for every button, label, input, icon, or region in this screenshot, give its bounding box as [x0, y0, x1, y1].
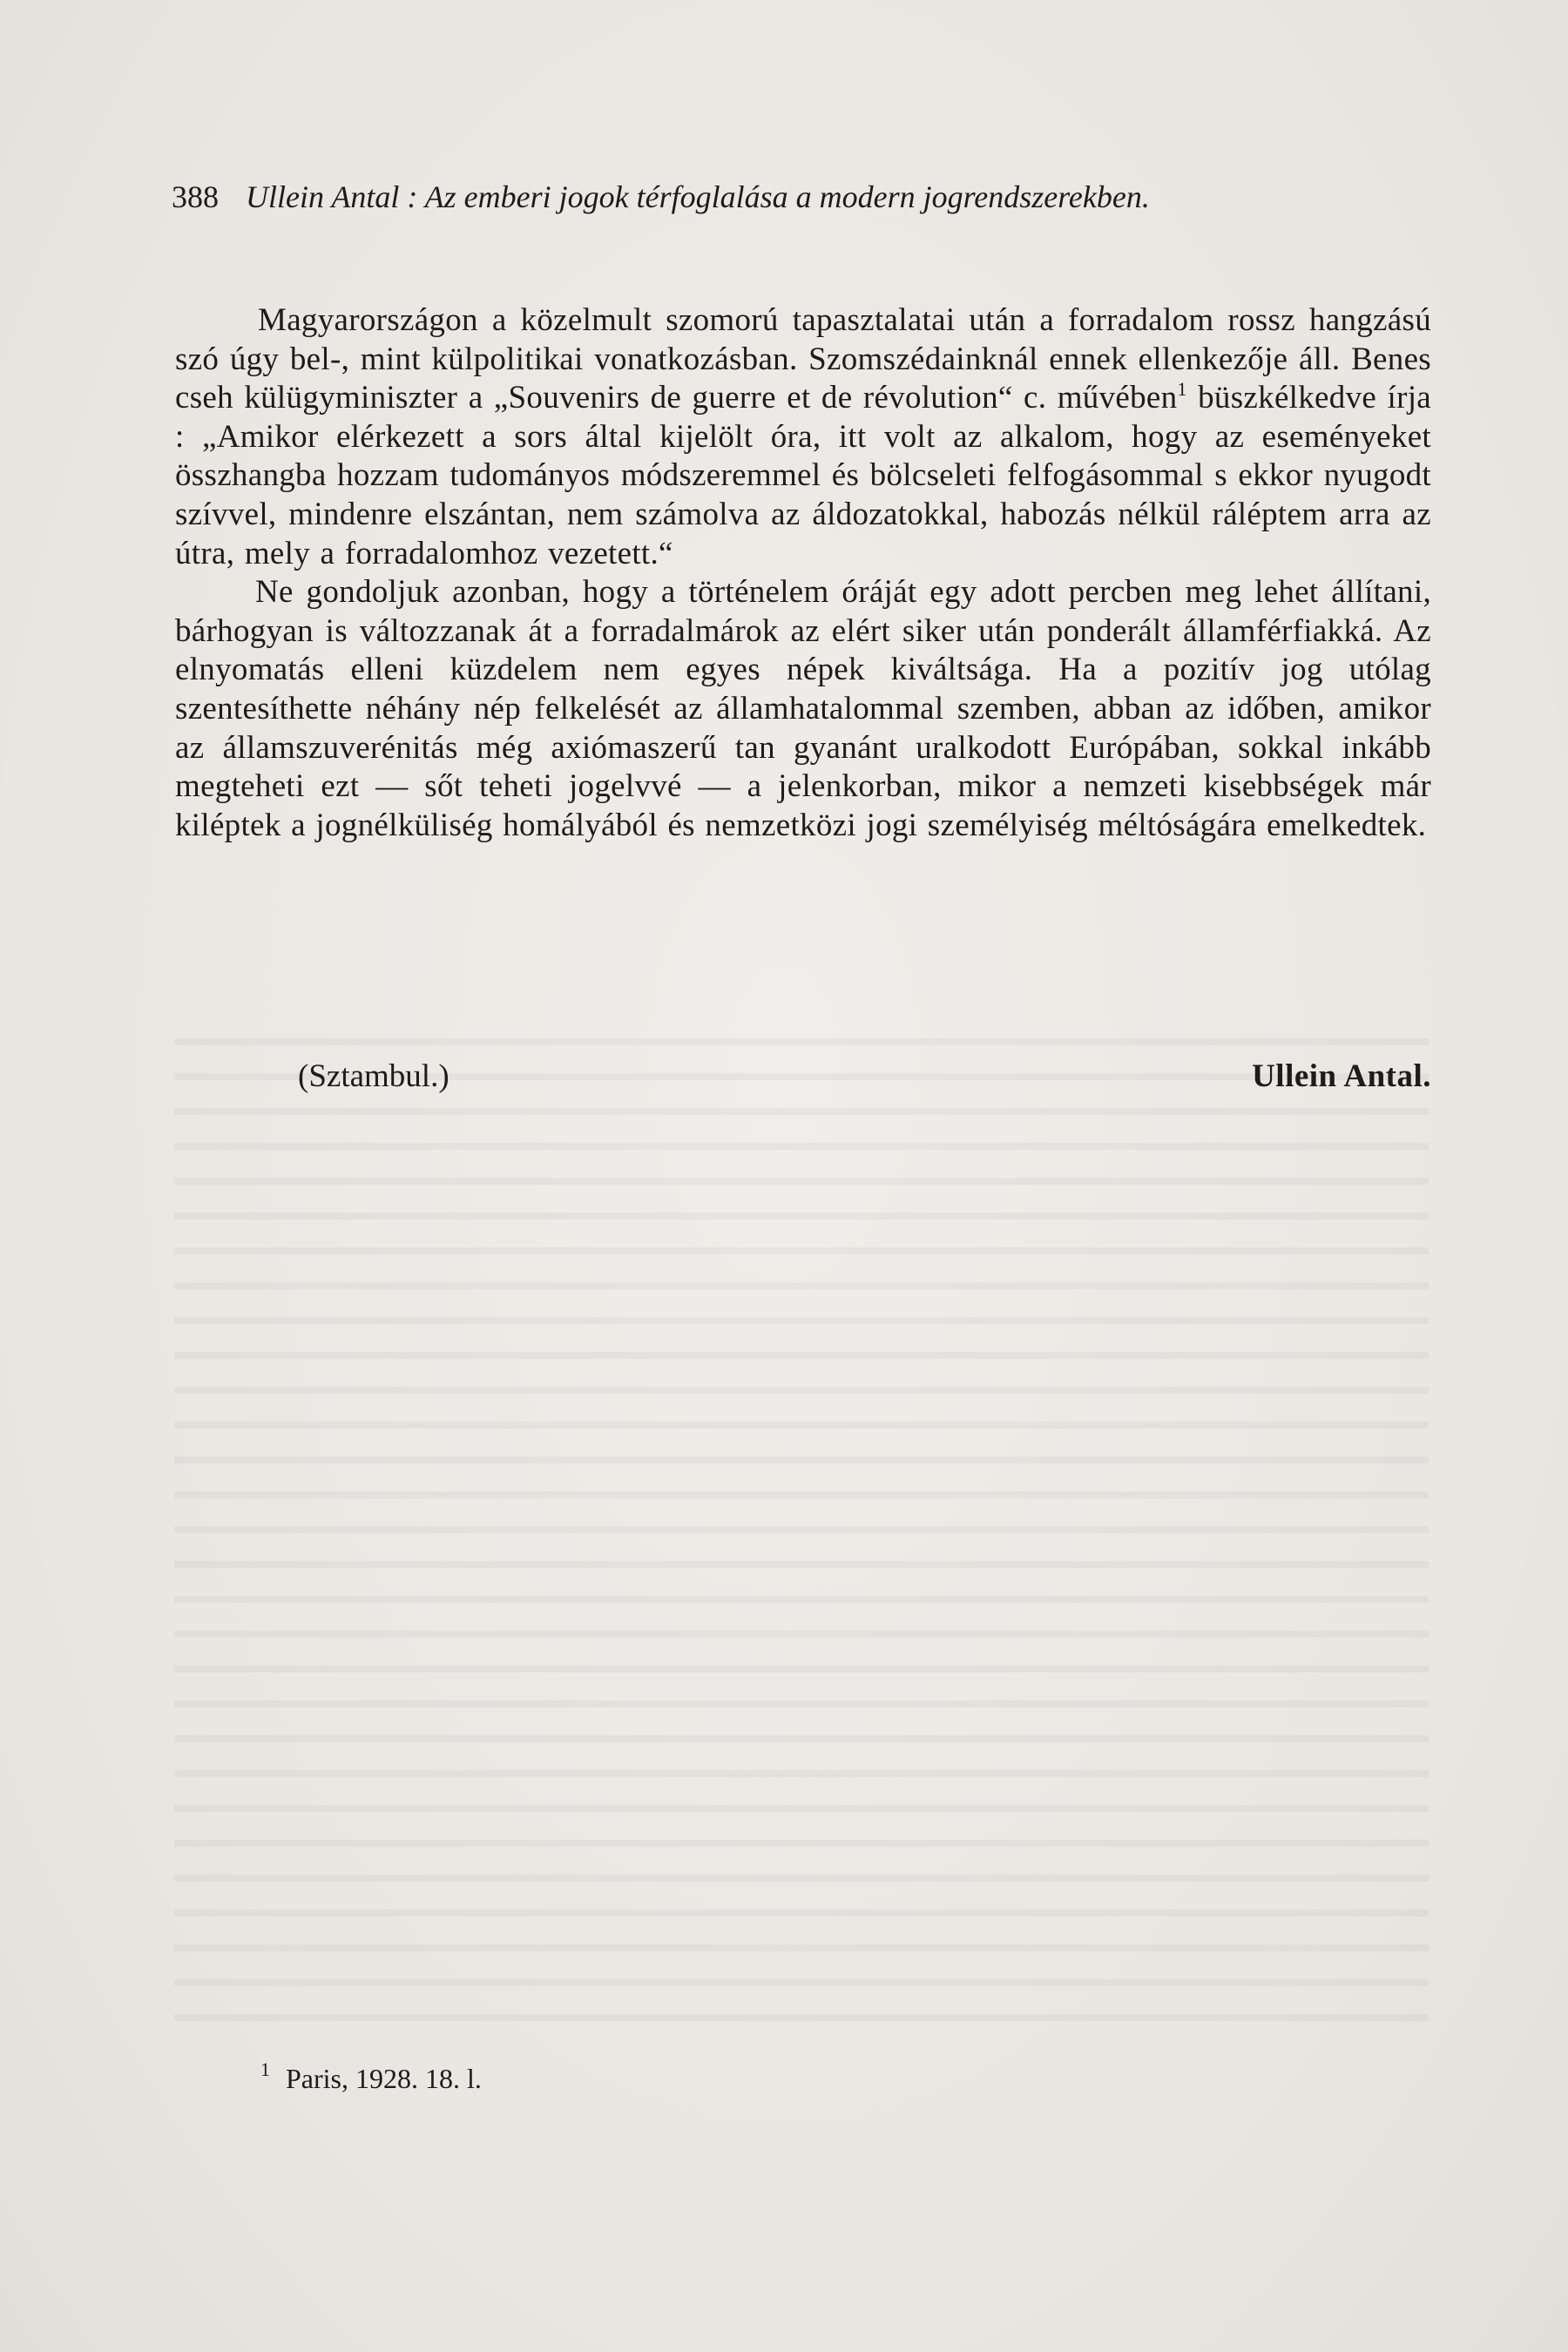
running-header — [172, 178, 1426, 216]
paragraph-2: Ne gondoljuk azonban, hogy a történelem óráját egy adott percben meg lehet állítani, bárhogyan is változzanak át a forradalmárok az elért siker után ponderált államférfiakká. Az elnyomatás elleni küzdelem nem egyes népek kiváltsága. Ha a pozitív jog utólag szentesíthette néhány nép felkelését az államhatalommal szemben, abban az időben, amikor az államszuverénitás még axiómaszerű tan gyanánt uralkodott Európában, sokkal inkább megteheti ezt — sőt teheti jogelvvé — a jelenkorban, mikor a nemzeti kisebbségek már kiléptek a jognélküliség homályából és nemzetközi jogi személyiség méltóságára emelkedtek. — [175, 574, 1431, 843]
signature-place: (Sztambul.) — [298, 1058, 449, 1094]
page-number: 388 — [172, 179, 219, 214]
article-body — [175, 301, 1431, 845]
footnote — [260, 2058, 482, 2096]
paragraph-1-text-b: büszkélkedve írja : „Amikor elérkezett a sors által kijelölt óra, itt volt az alkalom, hogy az eseményeket összhangba hozzam tudományos módszeremmel és bölcseleti felfogásommal s ekkor nyugodt szívvel, mindenre elszántan, nem számolva az áldozatokkal, habozás nélkül ráléptem arra az útra, mely a forradalomhoz vezetett.“ — [175, 380, 1431, 571]
footnote-reference: 1 — [1177, 378, 1187, 401]
paragraph-1-text-a: Magyarországon a közelmult szomorú tapasztalatai után a forradalom rossz hangzású szó úgy bel-, mint külpolitikai vonatkozásban. Szomszédainknál ennek ellenkezője áll. Benes cseh külügyminiszter a „Souvenirs de guerre et de révolution“ c. művében — [175, 302, 1431, 416]
paragraph-1 — [175, 301, 1431, 573]
footnote-text: Paris, 1928. 18. l. — [286, 2063, 482, 2094]
reverse-side-bleed-through — [174, 1019, 1429, 2047]
signature-author: Ullein Antal. — [1252, 1058, 1431, 1094]
running-title: Ullein Antal : Az emberi jogok térfoglalása a modern jogrendszerekben. — [246, 179, 1150, 214]
footnote-mark: 1 — [260, 2058, 270, 2080]
